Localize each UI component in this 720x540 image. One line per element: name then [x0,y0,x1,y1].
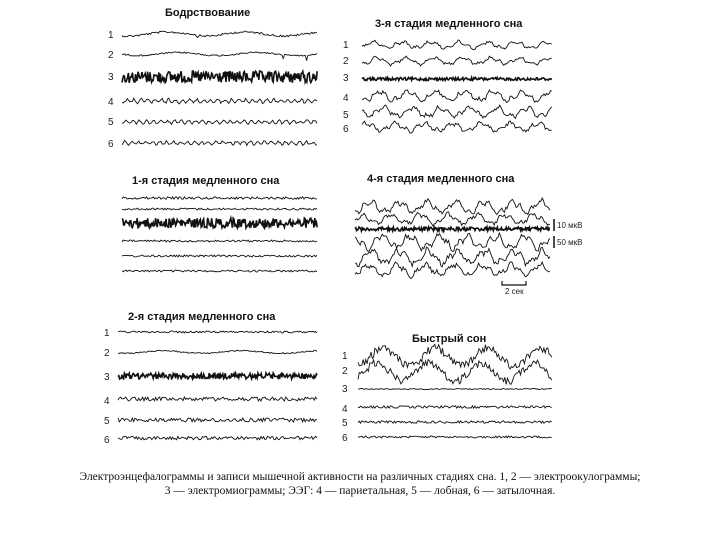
channel-label-1: 1 [343,40,349,51]
channel-label-3: 3 [342,384,348,395]
trace-channel-2 [122,208,317,210]
trace-channel-4 [362,90,552,103]
trace-channel-3 [118,373,317,379]
panel-stage-3 [343,18,552,135]
trace-channel-5 [358,421,552,423]
channel-label-4: 4 [342,404,348,415]
trace-channel-4 [122,98,317,104]
figure-caption [0,470,720,498]
channel-labels-stage-2 [104,328,110,446]
channel-labels-wakefulness [108,30,114,150]
channel-label-1: 1 [108,30,114,41]
channel-label-6: 6 [108,139,114,150]
trace-channel-2 [362,56,552,66]
channel-label-3: 3 [343,73,349,84]
trace-channel-3 [362,78,552,81]
trace-channel-6 [122,141,317,146]
trace-channel-4 [118,397,317,401]
channel-label-2: 2 [108,50,114,61]
trace-channel-6 [118,436,317,439]
channel-label-3: 3 [108,72,114,83]
trace-channel-6 [355,262,550,279]
channel-label-4: 4 [343,93,349,104]
trace-channel-6 [122,270,317,272]
panel-title-stage-2: 2-я стадия медленного сна [128,311,276,323]
channel-label-1: 1 [104,328,110,339]
trace-channel-6 [362,121,552,133]
traces-rem-sleep [358,344,552,438]
trace-channel-3 [355,227,549,231]
panel-stage-1 [122,175,317,272]
panel-wakefulness [108,7,317,150]
panel-stage-4 [355,173,582,296]
panel-title-stage-4: 4-я стадия медленного сна [367,173,515,185]
channel-label-4: 4 [108,97,114,108]
trace-channel-4 [122,240,317,242]
trace-channel-1 [362,40,552,50]
traces-stage-2 [118,331,317,440]
channel-label-6: 6 [104,435,110,446]
panel-title-wakefulness: Бодрствование [165,7,251,19]
trace-channel-2 [355,212,550,226]
trace-channel-1 [118,331,317,333]
caption-line-2: 3 — электромиограммы; ЭЭГ: 4 — париетальная, 5 — лобная, 6 — затылочная. [164,485,556,497]
channel-label-2: 2 [104,348,110,359]
trace-channel-2 [118,350,317,354]
trace-channel-1 [122,197,317,199]
channel-labels-rem-sleep [342,351,348,444]
trace-channel-2 [122,52,317,61]
panel-rem-sleep [342,333,552,444]
amplitude-scale-label-1: 10 мкВ [557,221,583,230]
trace-channel-6 [358,436,552,438]
trace-channel-4 [355,233,550,251]
trace-channel-3 [122,218,317,228]
scale-bars [502,219,582,296]
channel-label-4: 4 [104,396,110,407]
time-scale-label: 2 сек [505,287,524,296]
panel-title-stage-1: 1-я стадия медленного сна [132,175,280,187]
channel-label-3: 3 [104,372,110,383]
trace-channel-1 [122,31,317,37]
trace-channel-3 [122,71,317,83]
channel-label-2: 2 [343,56,349,67]
channel-label-6: 6 [343,124,349,135]
trace-channel-1 [355,198,550,214]
traces-wakefulness [122,31,317,145]
channel-label-5: 5 [343,110,349,121]
channel-label-6: 6 [342,433,348,444]
time-scale-bar [502,281,526,285]
trace-channel-5 [362,105,552,119]
panel-title-rem-sleep: Быстрый сон [412,333,487,345]
traces-stage-3 [362,40,552,133]
trace-channel-5 [122,120,317,125]
trace-channel-5 [355,247,550,267]
channel-labels-stage-3 [343,40,349,135]
channel-label-5: 5 [342,418,348,429]
panel-stage-2 [104,311,317,446]
trace-channel-5 [118,418,317,422]
panel-title-stage-3: 3-я стадия медленного сна [375,18,523,30]
trace-channel-4 [358,406,552,408]
channel-label-2: 2 [342,366,348,377]
caption-line-1: Электроэнцефалограммы и записи мышечной активности на различных стадиях сна. 1, 2 — электроокулограммы; [79,471,641,483]
channel-label-1: 1 [342,351,348,362]
traces-stage-4 [355,198,550,278]
trace-channel-1 [358,344,552,369]
trace-channel-5 [122,255,317,257]
amplitude-scale-label-2: 50 мкВ [557,238,583,247]
traces-stage-1 [122,197,317,272]
channel-label-5: 5 [104,416,110,427]
trace-channel-3 [358,389,552,390]
channel-label-5: 5 [108,117,114,128]
